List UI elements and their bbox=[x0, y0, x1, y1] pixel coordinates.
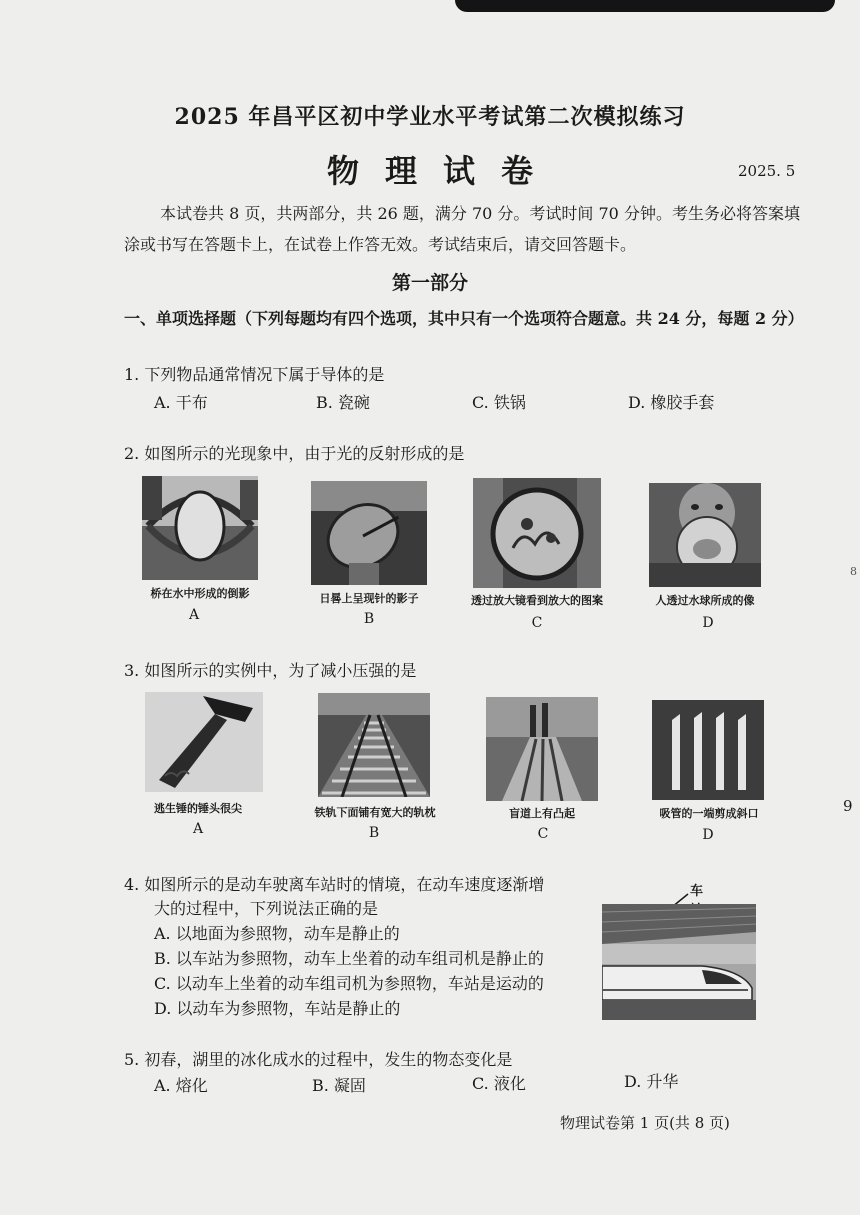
page-footer: 物理试卷第 1 页(共 8 页) bbox=[560, 1114, 730, 1132]
question-2-caption-d: 人透过水球所成的像 bbox=[655, 594, 755, 607]
escape-hammer-photo bbox=[145, 692, 263, 792]
margin-mark-8: 8 bbox=[850, 565, 857, 578]
question-4-option-c: C. 以动车上坐着的动车组司机为参照物，车站是运动的 bbox=[154, 974, 544, 993]
question-3-caption-d: 吸管的一端剪成斜口 bbox=[659, 807, 759, 820]
question-5-option-a: A. 熔化 bbox=[154, 1076, 208, 1095]
question-2-caption-c: 透过放大镜看到放大的图案 bbox=[471, 594, 603, 607]
question-1-option-d: D. 橡胶手套 bbox=[628, 393, 715, 412]
high-speed-train-photo bbox=[602, 904, 756, 1020]
sundial-photo bbox=[311, 481, 427, 585]
part-title: 第一部分 bbox=[391, 272, 468, 294]
question-3-stem: 3. 如图所示的实例中，为了减小压强的是 bbox=[124, 661, 417, 680]
railway-sleepers-photo bbox=[318, 693, 430, 797]
question-4-option-b: B. 以车站为参照物，动车上坐着的动车组司机是静止的 bbox=[154, 949, 544, 968]
question-4-option-d: D. 以动车为参照物，车站是静止的 bbox=[154, 999, 401, 1018]
question-5-option-b: B. 凝固 bbox=[312, 1076, 366, 1095]
question-2-caption-b: 日晷上呈现针的影子 bbox=[319, 592, 419, 605]
question-3-caption-c: 盲道上有凸起 bbox=[509, 807, 575, 820]
question-2-letter-a: A bbox=[188, 607, 200, 623]
question-2-stem: 2. 如图所示的光现象中，由于光的反射形成的是 bbox=[124, 444, 465, 463]
question-2-letter-c: C bbox=[531, 615, 543, 631]
section-heading: 一、单项选择题（下列每题均有四个选项，其中只有一个选项符合题意。共 24 分，每题 2 分） bbox=[124, 309, 804, 328]
question-4-option-a: A. 以地面为参照物，动车是静止的 bbox=[154, 924, 400, 943]
tactile-paving-photo bbox=[486, 697, 598, 801]
subject-title: 物理试卷 bbox=[326, 152, 559, 190]
margin-mark-9: 9 bbox=[843, 797, 853, 815]
question-1-option-b: B. 瓷碗 bbox=[316, 393, 370, 412]
question-4-station-label: 车 bbox=[690, 884, 704, 899]
question-3-letter-d: D bbox=[702, 827, 714, 843]
question-4-stem-line-2: 大的过程中，下列说法正确的是 bbox=[154, 899, 379, 918]
magnifier-photo bbox=[473, 478, 601, 588]
exam-title: 2025 年昌平区初中学业水平考试第二次模拟练习 bbox=[174, 104, 686, 130]
exam-date: 2025. 5 bbox=[738, 162, 796, 180]
question-1-option-a: A. 干布 bbox=[154, 393, 208, 412]
question-3-letter-a: A bbox=[192, 821, 204, 837]
water-ball-photo bbox=[649, 483, 761, 587]
question-3-caption-b: 铁轨下面铺有宽大的轨枕 bbox=[314, 806, 436, 819]
exam-instructions: 本试卷共 8 页，共两部分，共 26 题，满分 70 分。考试时间 70 分钟。考生务必将答案填涂或书写在答题卡上，在试卷上作答无效。考试结束后，请交回答题卡。 bbox=[124, 204, 800, 254]
question-2-letter-d: D bbox=[702, 615, 714, 631]
question-5-option-c: C. 液化 bbox=[472, 1074, 526, 1093]
question-3-letter-c: C bbox=[537, 826, 549, 842]
top-edge-shadow bbox=[455, 0, 835, 12]
question-3-caption-a: 逃生锤的锤头很尖 bbox=[154, 802, 242, 815]
question-2-letter-b: B bbox=[363, 611, 375, 627]
bridge-reflection-photo bbox=[142, 476, 258, 580]
question-5-option-d: D. 升华 bbox=[624, 1072, 679, 1091]
question-5-stem: 5. 初春，湖里的冰化成水的过程中，发生的物态变化是 bbox=[124, 1050, 513, 1069]
question-1-option-c: C. 铁锅 bbox=[472, 393, 526, 412]
question-1-stem: 1. 下列物品通常情况下属于导体的是 bbox=[124, 365, 385, 384]
question-2-caption-a: 桥在水中形成的倒影 bbox=[150, 587, 250, 600]
straws-photo bbox=[652, 700, 764, 800]
question-4-stem-line-1: 4. 如图所示的是动车驶离车站时的情境，在动车速度逐渐增 bbox=[124, 875, 545, 894]
question-3-letter-b: B bbox=[368, 825, 380, 841]
